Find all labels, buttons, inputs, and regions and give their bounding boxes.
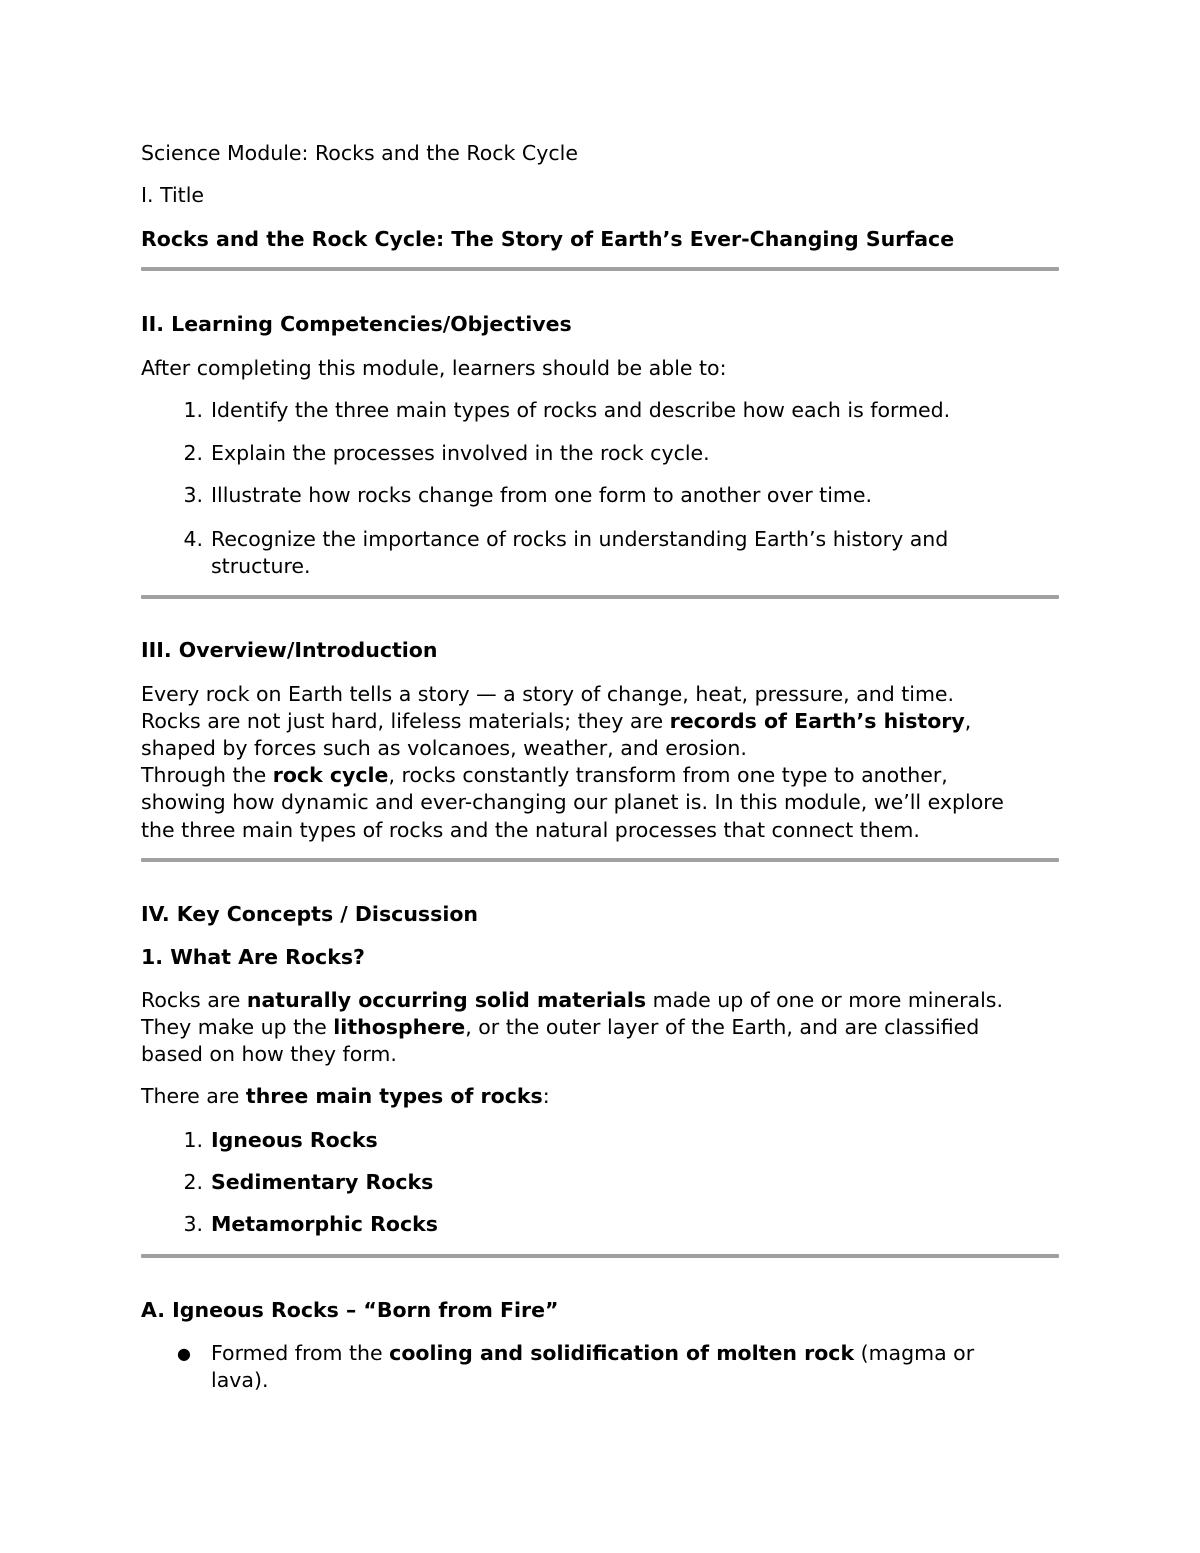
igneous-bullet-line: Formed from the cooling and solidification of molten rock (magma or [211,1341,975,1365]
overview-paragraph-line: Rocks are not just hard, lifeless materials; they are records of Earth’s history, [141,709,972,733]
objective-number: 2. [183,441,203,465]
rock-type-number: 3. [183,1212,203,1236]
objective-item: Illustrate how rocks change from one form to another over time. [211,483,872,507]
rocks-paragraph-line: They make up the lithosphere, or the outer layer of the Earth, and are classified [141,1015,980,1039]
section-divider [141,595,1059,599]
emphasis-text: rock cycle [272,763,389,787]
rocks-paragraph-line: Rocks are naturally occurring solid materials made up of one or more minerals. [141,988,1003,1012]
objective-number: 1. [183,398,203,422]
rocks-paragraph-line: based on how they form. [141,1042,397,1066]
section-divider [141,267,1059,271]
section-heading-overview: III. Overview/Introduction [141,638,438,662]
overview-paragraph-line: showing how dynamic and ever-changing our planet is. In this module, we’ll explore [141,790,1004,814]
rock-type-item: Igneous Rocks [211,1128,378,1152]
overview-paragraph-line: shaped by forces such as volcanoes, weather, and erosion. [141,736,747,760]
rock-types-intro: There are three main types of rocks: [141,1084,550,1108]
rock-type-number: 1. [183,1128,203,1152]
objective-item: Explain the processes involved in the rock cycle. [211,441,710,465]
overview-paragraph-line: Every rock on Earth tells a story — a story of change, heat, pressure, and time. [141,682,955,706]
section-divider [141,1254,1059,1258]
section-heading-title: I. Title [141,183,205,207]
section-heading-key-concepts: IV. Key Concepts / Discussion [141,902,479,926]
objective-item: Recognize the importance of rocks in understanding Earth’s history and [211,527,949,551]
emphasis-text: three main types of rocks [245,1084,543,1108]
overview-paragraph-line: Through the rock cycle, rocks constantly transform from one type to another, [141,763,948,787]
igneous-bullet-line-continued: lava). [211,1368,269,1392]
section-divider [141,858,1059,862]
rock-type-number: 2. [183,1170,203,1194]
overview-paragraph-line: the three main types of rocks and the natural processes that connect them. [141,818,920,842]
section-heading-igneous: A. Igneous Rocks – “Born from Fire” [141,1298,559,1322]
emphasis-text: cooling and solidification of molten rock [389,1341,855,1365]
objective-number: 3. [183,483,203,507]
document-title: Science Module: Rocks and the Rock Cycle [141,141,578,165]
module-title: Rocks and the Rock Cycle: The Story of Earth’s Ever-Changing Surface [141,227,955,251]
subheading-what-are-rocks: 1. What Are Rocks? [141,945,365,969]
emphasis-text: lithosphere [333,1015,466,1039]
emphasis-text: records of Earth’s history [669,709,965,733]
objective-item: Identify the three main types of rocks and describe how each is formed. [211,398,951,422]
rock-type-item: Metamorphic Rocks [211,1212,438,1236]
bullet-icon: ● [177,1344,191,1363]
emphasis-text: naturally occurring solid materials [246,988,647,1012]
objective-item-continued: structure. [211,554,311,578]
objective-number: 4. [183,527,203,551]
rock-type-item: Sedimentary Rocks [211,1170,434,1194]
section-heading-objectives: II. Learning Competencies/Objectives [141,312,572,336]
objectives-intro: After completing this module, learners should be able to: [141,356,727,380]
